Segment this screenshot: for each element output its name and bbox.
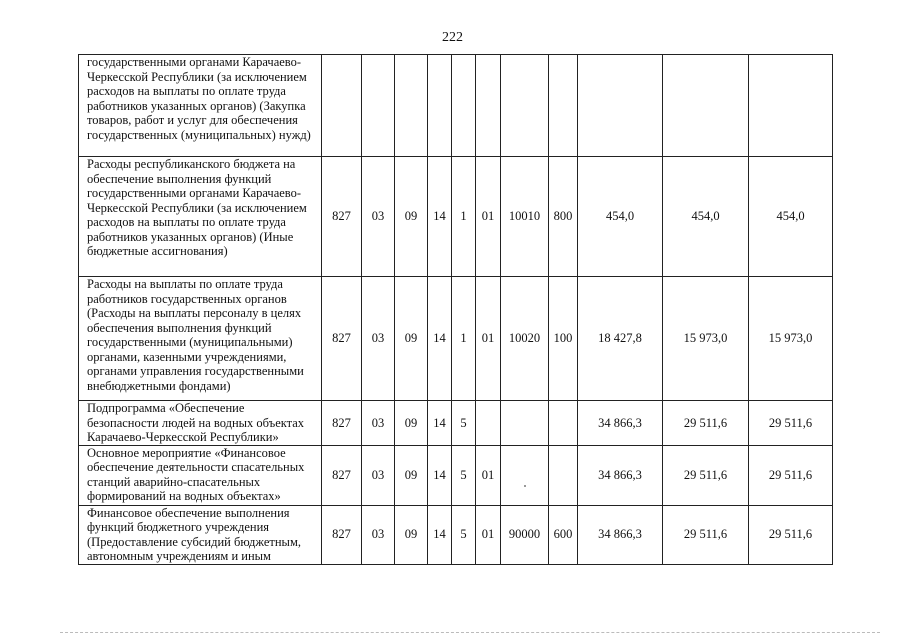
- expense-name: Расходы на выплаты по оплате труда работников государственных органов (Расходы на выплаты персоналу в целях обеспечения выполнения функций государственными (муниципальными) органами, казенными учреждениями, органами управления государственными внебюджетными фондами): [79, 277, 322, 401]
- budget-table: [78, 54, 833, 565]
- cell-sum-2: [663, 55, 749, 157]
- cell-sum-1: 454,0: [578, 157, 663, 277]
- cell-sum-2: 29 511,6: [663, 401, 749, 446]
- cell-subsection: 09: [395, 157, 428, 277]
- cell-subsection: 09: [395, 505, 428, 564]
- cell-program: 14: [428, 401, 452, 446]
- cell-expense-type: [549, 55, 578, 157]
- cell-direction: [501, 55, 549, 157]
- cell-event: 01: [476, 277, 501, 401]
- cell-subsection: 09: [395, 401, 428, 446]
- expense-name: государственными органами Карачаево-Черкесской Республики (за исключением расходов на выплаты по оплате труда работников указанных органов) (Закупка товаров, работ и услуг для обеспечения государственных (муниципальных) нужд): [79, 55, 322, 157]
- cell-event: [476, 401, 501, 446]
- expense-name: Подпрограмма «Обеспечение безопасности людей на водных объектах Карачаево-Черкесской Республики»: [79, 401, 322, 446]
- cell-direction: 10010: [501, 157, 549, 277]
- cell-grbs: 827: [322, 445, 362, 505]
- cell-expense-type: [549, 401, 578, 446]
- cell-sum-1: 34 866,3: [578, 505, 663, 564]
- table-row: [79, 277, 833, 401]
- cell-sum-3: 29 511,6: [749, 445, 833, 505]
- cell-program: 14: [428, 157, 452, 277]
- cell-subprogram: 5: [452, 505, 476, 564]
- cell-sum-2: 15 973,0: [663, 277, 749, 401]
- table-row: [79, 55, 833, 157]
- cell-sum-2: 29 511,6: [663, 505, 749, 564]
- cell-sum-3: 454,0: [749, 157, 833, 277]
- cell-subprogram: 1: [452, 277, 476, 401]
- cell-direction: 90000: [501, 505, 549, 564]
- cell-sum-1: 34 866,3: [578, 445, 663, 505]
- expense-name: Основное мероприятие «Финансовое обеспечение деятельности спасательных станций аварийно-спасательных формирований на водных объектах»: [79, 445, 322, 505]
- cell-sum-3: [749, 55, 833, 157]
- cell-program: 14: [428, 505, 452, 564]
- expense-name: Расходы республиканского бюджета на обеспечение выполнения функций государственными органами Карачаево-Черкесской Республики (за исключением расходов на выплаты по оплате труда работников указанных органов) (Иные бюджетные ассигнования): [79, 157, 322, 277]
- cell-sum-2: 454,0: [663, 157, 749, 277]
- cell-expense-type: 800: [549, 157, 578, 277]
- cell-event: 01: [476, 505, 501, 564]
- cell-sum-1: 18 427,8: [578, 277, 663, 401]
- cell-expense-type: [549, 445, 578, 505]
- cell-subsection: [395, 55, 428, 157]
- cell-subprogram: 1: [452, 157, 476, 277]
- cell-section: 03: [362, 445, 395, 505]
- cell-grbs: 827: [322, 157, 362, 277]
- cell-subsection: 09: [395, 277, 428, 401]
- cell-sum-3: 29 511,6: [749, 505, 833, 564]
- cell-section: 03: [362, 157, 395, 277]
- cell-program: 14: [428, 445, 452, 505]
- table-row: [79, 445, 833, 505]
- cell-subprogram: [452, 55, 476, 157]
- cell-direction: [501, 401, 549, 446]
- scan-edge-line: [60, 632, 880, 633]
- cell-program: [428, 55, 452, 157]
- cell-grbs: 827: [322, 505, 362, 564]
- scan-speck: [524, 485, 526, 487]
- cell-direction: [501, 445, 549, 505]
- cell-section: 03: [362, 505, 395, 564]
- cell-grbs: 827: [322, 401, 362, 446]
- page-number: 222: [442, 30, 463, 45]
- cell-expense-type: 600: [549, 505, 578, 564]
- cell-expense-type: 100: [549, 277, 578, 401]
- cell-subprogram: 5: [452, 445, 476, 505]
- cell-sum-2: 29 511,6: [663, 445, 749, 505]
- table-row: [79, 157, 833, 277]
- cell-sum-1: 34 866,3: [578, 401, 663, 446]
- expense-name: Финансовое обеспечение выполнения функций бюджетного учреждения (Предоставление субсидий бюджетным, автономным учреждениям и иным: [79, 505, 322, 564]
- cell-direction: 10020: [501, 277, 549, 401]
- cell-sum-3: 15 973,0: [749, 277, 833, 401]
- cell-section: 03: [362, 277, 395, 401]
- cell-event: 01: [476, 157, 501, 277]
- cell-section: [362, 55, 395, 157]
- table-row: [79, 401, 833, 446]
- cell-sum-1: [578, 55, 663, 157]
- cell-event: 01: [476, 445, 501, 505]
- cell-program: 14: [428, 277, 452, 401]
- cell-sum-3: 29 511,6: [749, 401, 833, 446]
- table-row: [79, 505, 833, 564]
- cell-grbs: [322, 55, 362, 157]
- cell-subsection: 09: [395, 445, 428, 505]
- cell-section: 03: [362, 401, 395, 446]
- cell-subprogram: 5: [452, 401, 476, 446]
- cell-event: [476, 55, 501, 157]
- cell-grbs: 827: [322, 277, 362, 401]
